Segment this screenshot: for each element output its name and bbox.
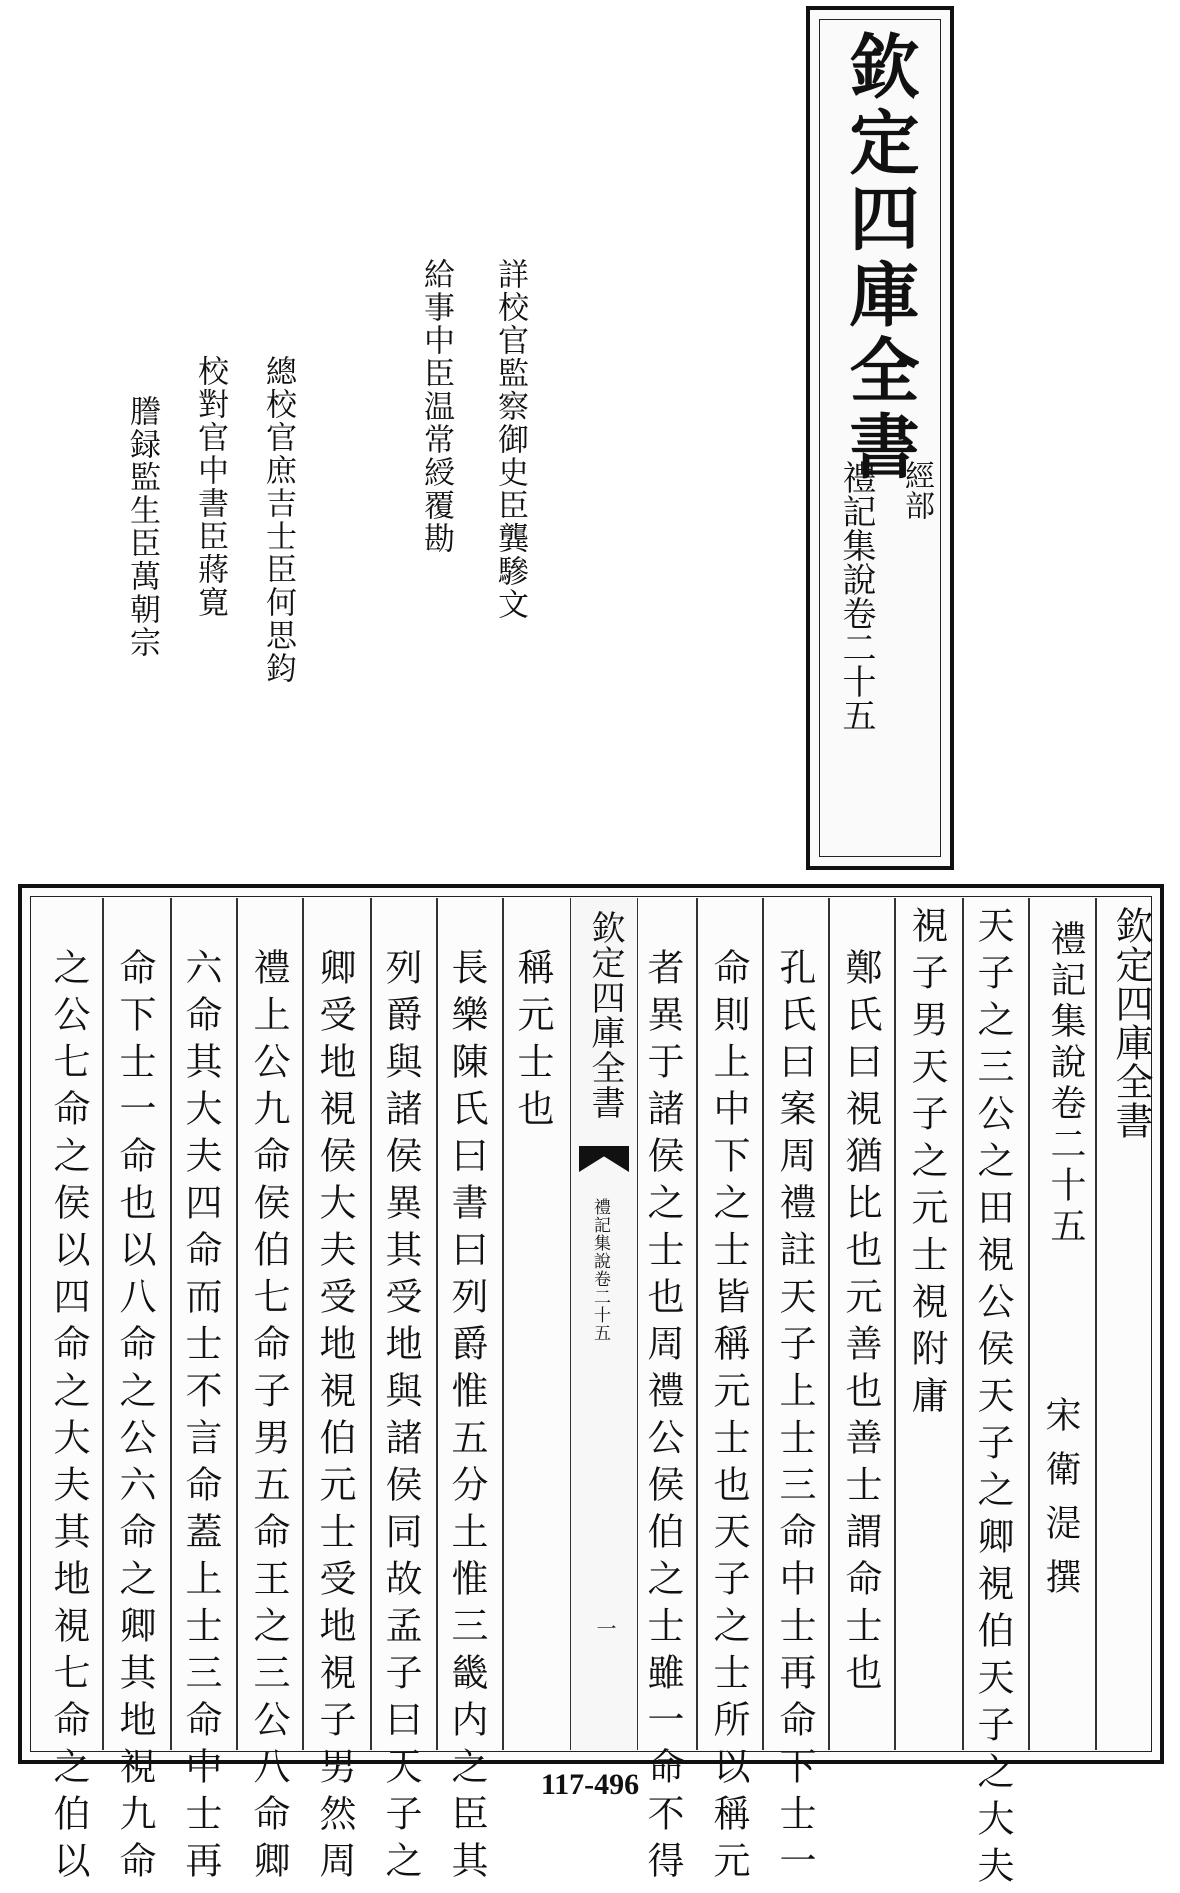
credit-collator: 校對官中書臣蔣寛 [192,355,228,619]
text-column: 卿受地視侯大夫受地視伯元士受地視子男然周 [313,948,356,1888]
column-rule [962,898,964,1750]
author-line: 宋衛湜撰 [1040,1396,1081,1612]
text-column: 禮上公九命侯伯七命子男五命王之三公八命卿 [247,948,290,1888]
column-rule [370,898,372,1750]
credit-chief-collator: 總校官庶吉士臣何思鈞 [260,355,296,685]
fish-tail-mark [579,1146,629,1172]
text-column: 六命其大夫四命而士不言命蓋上士三命中士再 [179,948,222,1888]
text-column: 鄭氏曰視猶比也元善也善士謂命士也 [839,948,882,1700]
text-column: 長樂陳氏曰書曰列爵惟五分土惟三畿内之臣其 [445,948,488,1888]
cover-category: 經部 [899,460,934,520]
column-rule [762,898,764,1750]
text-column: 之公七命之侯以四命之大夫其地視七命之伯以 [47,948,90,1888]
text-column: 稱元士也 [511,948,554,1136]
column-rule [170,898,172,1750]
fold-title: 欽定四庫全書 [585,910,625,1120]
column-rule [894,898,896,1750]
fold-subtitle: 禮記集說卷二十五 [590,1198,610,1342]
fold-page-number: 一 [593,1618,617,1638]
page-header-title: 欽定四庫全書 [1109,906,1153,1140]
cover-title-slip [806,6,954,870]
credit-reviewer: 給事中臣温常綬覆勘 [418,258,454,555]
column-rule [828,898,830,1750]
credit-proofreader: 詳校官監察御史臣龔驂文 [492,258,528,621]
volume-heading: 禮記集說卷二十五 [1045,920,1086,1248]
text-column: 命下士一命也以八命之公六命之卿其地視九命 [113,948,156,1888]
column-rule [696,898,698,1750]
column-rule [1028,898,1030,1750]
text-column: 列爵與諸侯異其受地與諸侯同故孟子曰天子之 [379,948,422,1888]
page-number: 117-496 [540,1768,640,1801]
cover-volume-title: 禮記集說卷二十五 [836,460,876,732]
column-rule [102,898,104,1750]
text-column: 命則上中下之士皆稱元士也天子之士所以稱元 [707,948,750,1888]
text-column: 孔氏曰案周禮註天子上士三命中士再命下士一 [773,948,816,1888]
text-column: 者異于諸侯之士也周禮公侯伯之士雖一命不得 [641,948,684,1888]
cover-series-title: 欽定四庫全書 [838,30,921,486]
column-rule [502,898,504,1750]
text-column: 視子男天子之元士視附庸 [905,906,948,1423]
column-rule [302,898,304,1750]
column-rule [436,898,438,1750]
column-rule [236,898,238,1750]
column-rule [1095,898,1097,1750]
text-column: 天子之三公之田視公侯天子之卿視伯天子之大夫 [971,906,1014,1893]
fold-gutter [570,898,638,1750]
credit-copyist: 謄録監生臣萬朝宗 [124,395,160,659]
